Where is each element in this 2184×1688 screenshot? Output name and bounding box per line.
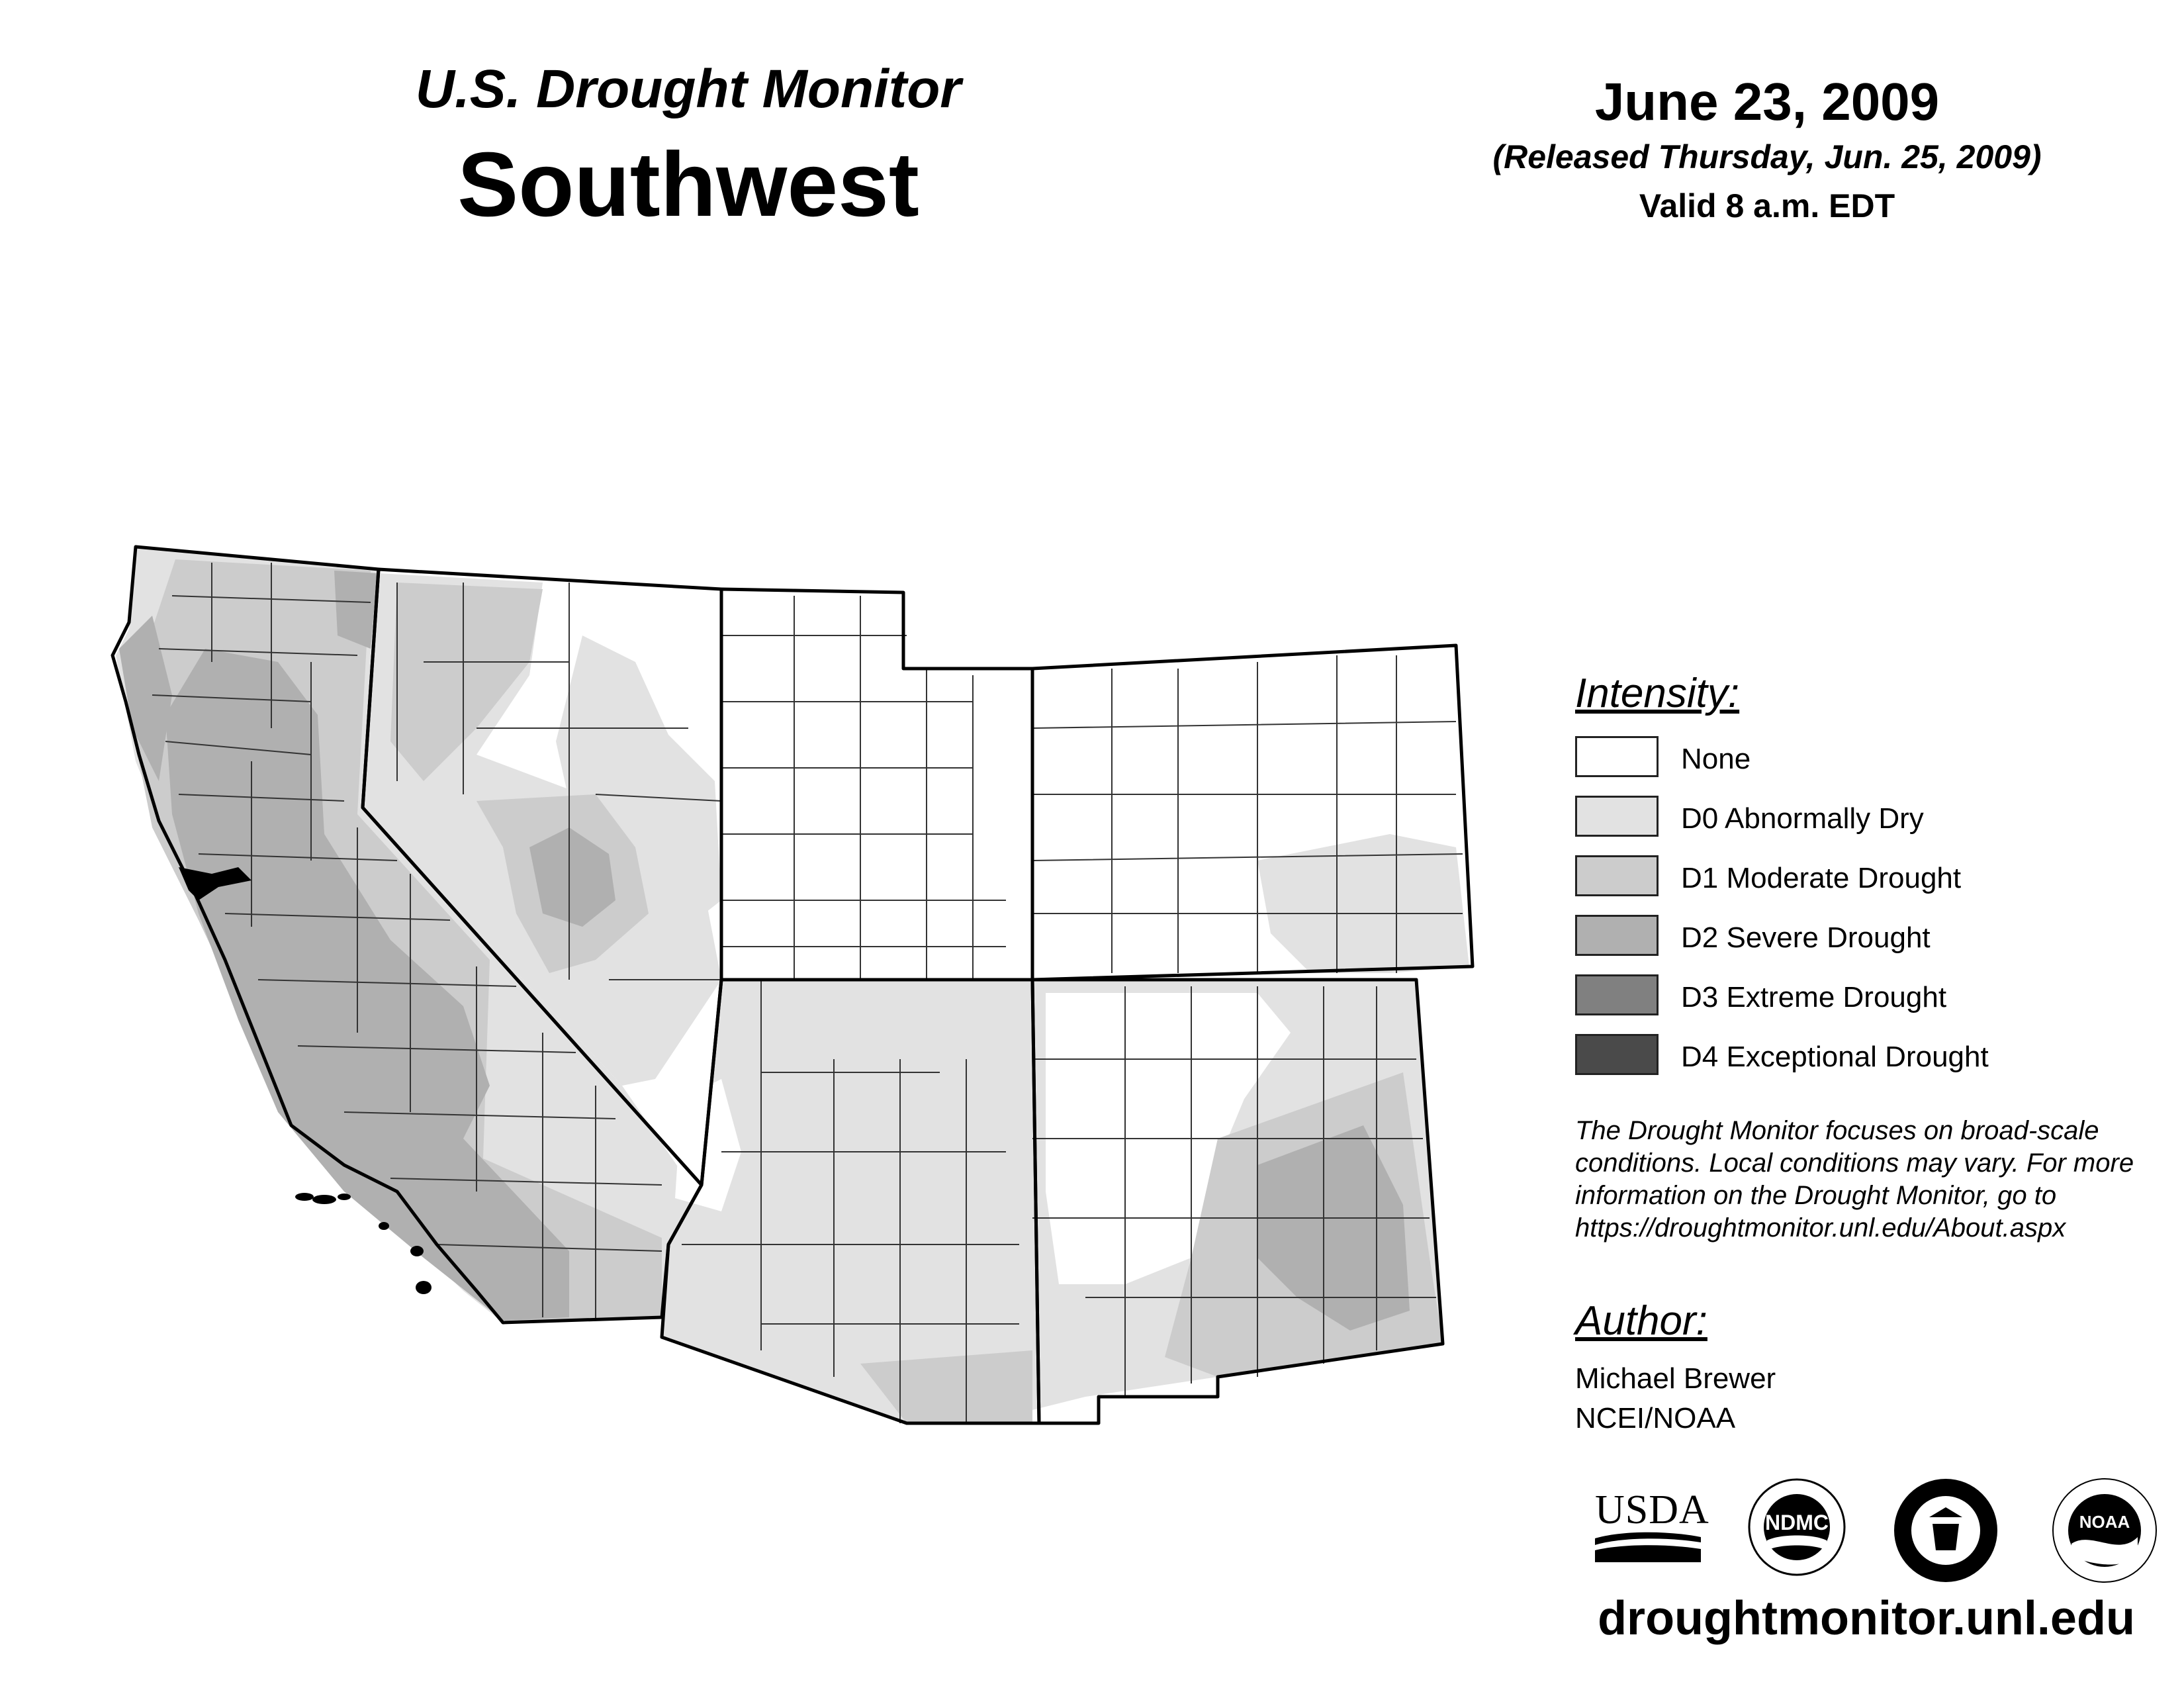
website-url[interactable]: droughtmonitor.unl.edu — [1598, 1592, 2135, 1645]
author-org: NCEI/NOAA — [1575, 1402, 1736, 1434]
doc-seal-graphic — [1893, 1477, 1999, 1583]
release-date: (Released Thursday, Jun. 25, 2009) — [1492, 138, 2042, 175]
state-border-utah — [721, 589, 1032, 980]
legend-label: D4 Exceptional Drought — [1681, 1041, 1989, 1073]
drought-areas — [116, 547, 1469, 1423]
legend-swatch — [1575, 915, 1659, 956]
legend-item-d3 — [1575, 974, 2171, 1019]
legend-heading: Intensity: — [1575, 671, 1740, 716]
usda-logo — [1595, 1489, 1707, 1569]
noaa-logo-text: NOAA — [2079, 1512, 2130, 1532]
usda-logo-text: USDA — [1595, 1487, 1709, 1532]
map-date: June 23, 2009 — [1594, 72, 1940, 131]
legend-item-d0 — [1575, 796, 2171, 841]
disclaimer-note: The Drought Monitor focuses on broad-scale conditions. Local conditions may vary. For more information on the Drought Monitor, go to https://droughtmonitor.unl.edu/About.aspx — [1575, 1116, 2134, 1243]
valid-time: Valid 8 a.m. EDT — [1639, 187, 1895, 224]
author-name: Michael Brewer — [1575, 1362, 1776, 1395]
legend-label: D3 Extreme Drought — [1681, 981, 1947, 1013]
map-title: U.S. Drought Monitor — [415, 59, 962, 119]
legend-swatch — [1575, 796, 1659, 837]
legend-swatch — [1575, 855, 1659, 896]
legend-label: D2 Severe Drought — [1681, 921, 1931, 954]
legend-item-d4 — [1575, 1034, 2171, 1079]
legend-label: D0 Abnormally Dry — [1681, 802, 1924, 835]
usda-logo-hills — [1595, 1530, 1701, 1564]
author-heading: Author: — [1575, 1298, 1707, 1344]
legend-item-none — [1575, 736, 2171, 781]
legend-item-d2 — [1575, 915, 2171, 960]
ndmc-logo-text: NDMC — [1765, 1511, 1829, 1534]
doc-seal — [1893, 1477, 1999, 1583]
ndmc-logo — [1747, 1477, 1846, 1577]
legend-label: D1 Moderate Drought — [1681, 862, 1962, 894]
legend-swatch — [1575, 974, 1659, 1015]
legend-swatch — [1575, 1034, 1659, 1075]
legend-label: None — [1681, 743, 1751, 775]
legend-swatch — [1575, 736, 1659, 777]
region-title: Southwest — [457, 134, 919, 236]
noaa-logo — [2052, 1477, 2158, 1583]
legend-item-d1 — [1575, 855, 2171, 900]
